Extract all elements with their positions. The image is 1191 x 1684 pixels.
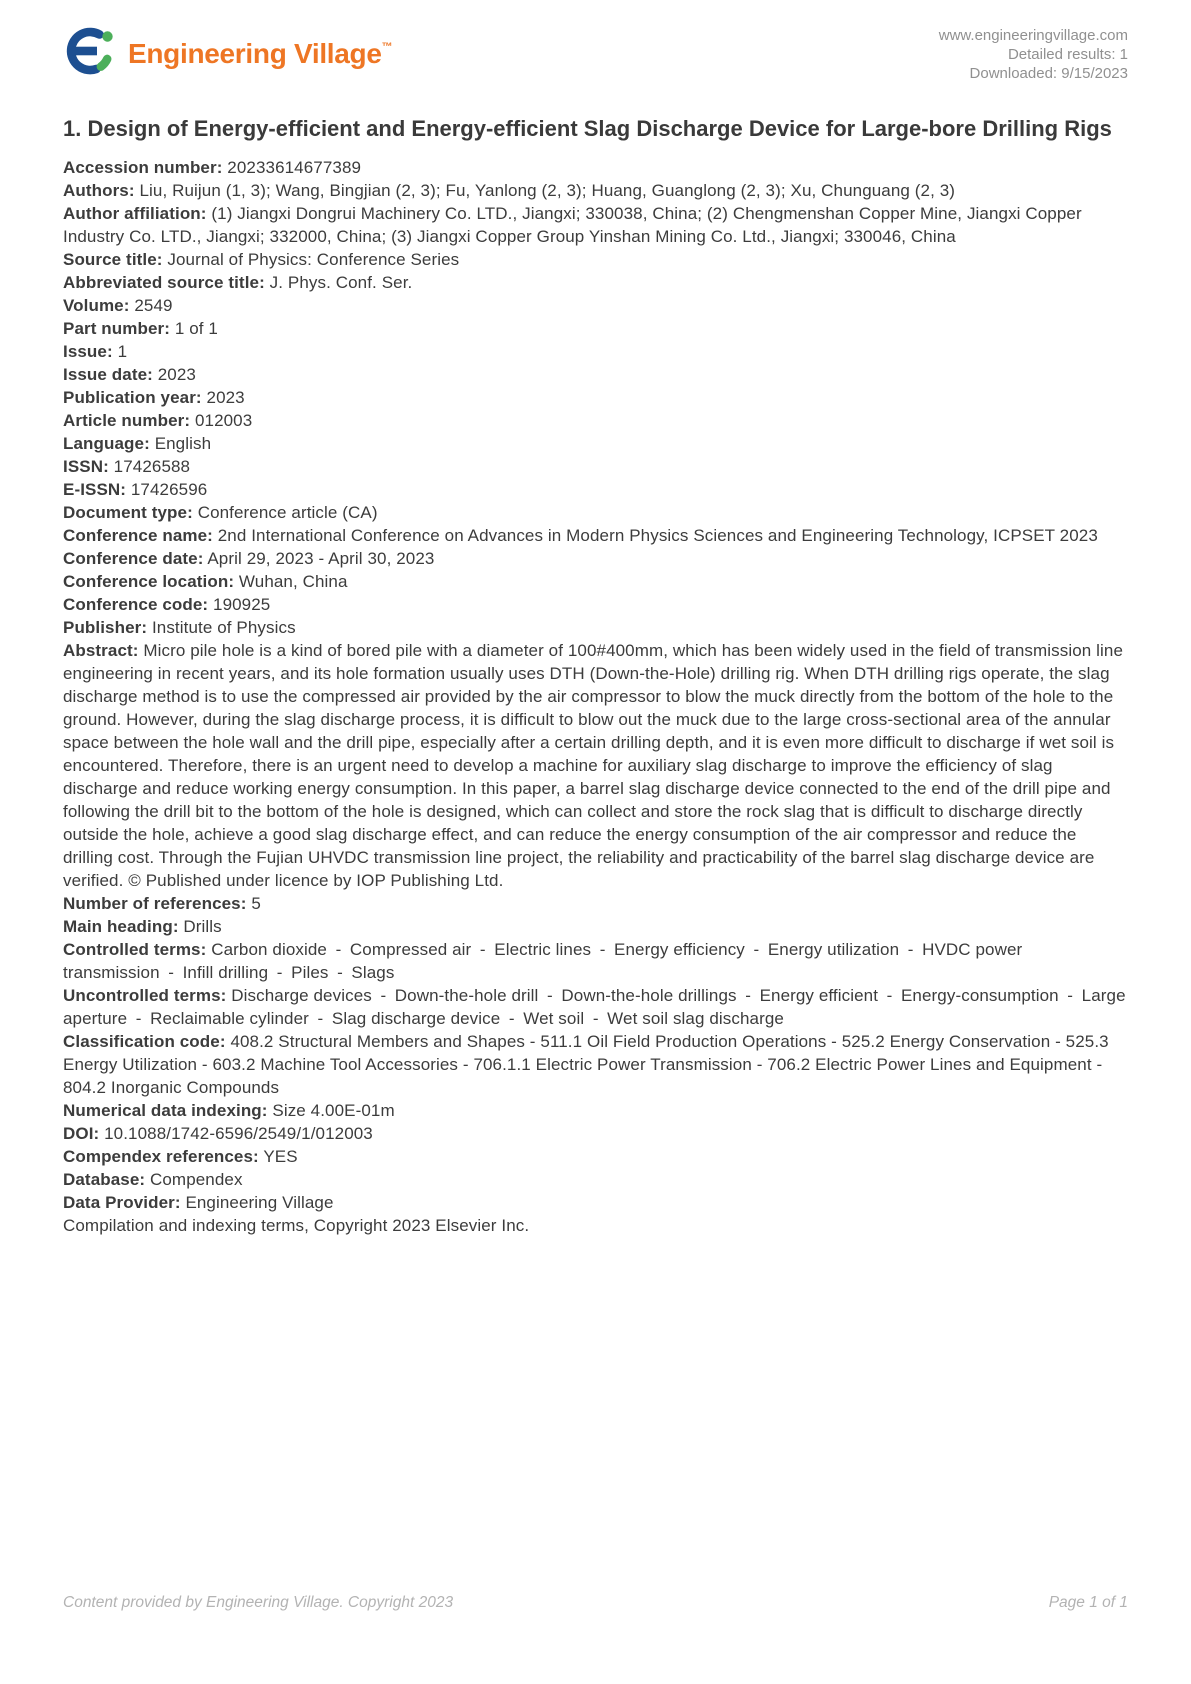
field-label: Database: [63, 1170, 146, 1189]
field-number-of-references [63, 892, 1128, 915]
field-label: Issue: [63, 342, 113, 361]
field-part-number [63, 317, 1128, 340]
field-value: 5 [251, 894, 261, 913]
field-doi [63, 1122, 1128, 1145]
field-label: Number of references: [63, 894, 247, 913]
field-label: Classification code: [63, 1032, 226, 1051]
field-value: 20233614677389 [227, 158, 362, 177]
field-value: 190925 [213, 595, 271, 614]
field-language [63, 432, 1128, 455]
field-document-type [63, 501, 1128, 524]
field-abbreviated-source-title [63, 271, 1128, 294]
field-label: Data Provider: [63, 1193, 181, 1212]
field-accession-number [63, 156, 1128, 179]
field-label: ISSN: [63, 457, 109, 476]
field-label: Abstract: [63, 641, 139, 660]
field-value: Engineering Village [185, 1193, 334, 1212]
field-value: Compendex [150, 1170, 243, 1189]
record-title: 1. Design of Energy-efficient and Energy-efficient Slag Discharge Device for Large-bore Drilling Rigs [63, 116, 1112, 141]
field-value: Micro pile hole is a kind of bored pile with a diameter of 100#400mm, which has been widely used in the field of transmission line engineering in recent years, and its hole formation usually uses DTH (Down-the-Hole) drilling rig. When DTH drilling rigs operate, the slag discharge method is to use the compressed air provided by the air compressor to blow the muck directly from the bottom of the hole to the ground. However, during the slag discharge process, it is difficult to blow out the muck due to the large cross-sectional area of the annular space between the hole wall and the drill pipe, especially after a certain drilling depth, and it is even more difficult to discharge if wet soil is encountered. Therefore, there is an urgent need to develop a machine for auxiliary slag discharge to improve the efficiency of slag discharge and reduce working energy consumption. In this paper, a barrel slag discharge device connected to the end of the drill pipe and following the drill bit to the bottom of the hole is designed, which can collect and store the rock slag that is difficult to discharge directly outside the hole, achieve a good slag discharge effect, and can reduce the energy consumption of the air compressor and reduce the drilling cost. Through the Fujian UHVDC transmission line project, the reliability and practicability of the barrel slag discharge device are verified. © Published under licence by IOP Publishing Ltd. [63, 641, 1124, 890]
field-e-issn [63, 478, 1128, 501]
field-database [63, 1168, 1128, 1191]
meta-downloaded: Downloaded: 9/15/2023 [969, 65, 1128, 82]
field-data-provider [63, 1191, 1128, 1214]
field-label: Accession number: [63, 158, 223, 177]
field-author-affiliation [63, 202, 1128, 248]
field-value: Liu, Ruijun (1, 3); Wang, Bingjian (2, 3); Fu, Yanlong (2, 3); Huang, Guanglong (2, 3); Xu, Chunguang (2, 3) [139, 181, 956, 200]
field-label: E-ISSN: [63, 480, 127, 499]
meta-detailed-results: Detailed results: 1 [1007, 46, 1128, 63]
field-issn [63, 455, 1128, 478]
field-value: 2nd International Conference on Advances in Modern Physics Sciences and Engineering Technology, ICPSET 2023 [217, 526, 1098, 545]
field-value: Drills [183, 917, 222, 936]
field-compendex-references [63, 1145, 1128, 1168]
field-value: Conference article (CA) [197, 503, 378, 522]
field-conference-date [63, 547, 1128, 570]
field-conference-name [63, 524, 1128, 547]
ei-logo-icon [63, 24, 117, 78]
field-label: Conference location: [63, 572, 235, 591]
footer-right: Page 1 of 1 [1048, 1594, 1128, 1611]
field-value: Discharge devices - Down-the-hole drill - Down-the-hole drillings - Energy efficient - Energy-consumption - Large aperture - Reclaimable cylinder - Slag discharge device - Wet soil - Wet soil slag discharge [63, 986, 1126, 1028]
footer-left: Content provided by Engineering Village. Copyright 2023 [63, 1594, 454, 1611]
field-label: Publisher: [63, 618, 148, 637]
field-volume [63, 294, 1128, 317]
field-label: Authors: [63, 181, 135, 200]
field-label: Abbreviated source title: [63, 273, 265, 292]
engineering-village-logo [63, 24, 392, 78]
field-label: DOI: [63, 1124, 100, 1143]
field-value: 2023 [206, 388, 245, 407]
field-value: Size 4.00E-01m [272, 1101, 395, 1120]
trademark-symbol: ™ [381, 41, 393, 53]
field-label: Language: [63, 434, 150, 453]
field-value: 17426588 [113, 457, 191, 476]
field-value: 2549 [134, 296, 173, 315]
field-label: Author affiliation: [63, 204, 207, 223]
record-fields [63, 156, 1128, 1237]
field-publisher [63, 616, 1128, 639]
field-value: English [154, 434, 212, 453]
field-label: Main heading: [63, 917, 179, 936]
field-label: Conference name: [63, 526, 213, 545]
field-abstract [63, 639, 1128, 892]
field-conference-location [63, 570, 1128, 593]
field-label: Document type: [63, 503, 193, 522]
field-classification-code [63, 1030, 1128, 1099]
field-value: YES [263, 1147, 298, 1166]
field-value: 17426596 [130, 480, 208, 499]
field-value: 1 [117, 342, 128, 361]
field-conference-code [63, 593, 1128, 616]
field-label: Compendex references: [63, 1147, 259, 1166]
field-value: 408.2 Structural Members and Shapes - 511.1 Oil Field Production Operations - 525.2 Energy Conservation - 525.3 Energy Utilization - 603.2 Machine Tool Accessories - 706.1.1 Electric Power Transmission - 706.2 Electric Power Lines and Equipment - 804.2 Inorganic Compounds [63, 1032, 1109, 1097]
field-label: Volume: [63, 296, 130, 315]
field-label: Source title: [63, 250, 163, 269]
field-label: Publication year: [63, 388, 202, 407]
meta-website: www.engineeringvillage.com [938, 27, 1128, 44]
brand-text [128, 34, 392, 68]
page-header [63, 24, 1128, 83]
page-footer [63, 1594, 1128, 1612]
field-value: April 29, 2023 - April 30, 2023 [207, 549, 435, 568]
field-uncontrolled-terms [63, 984, 1128, 1030]
field-issue-date [63, 363, 1128, 386]
field-main-heading [63, 915, 1128, 938]
header-meta [939, 24, 1128, 83]
field-label: Numerical data indexing: [63, 1101, 268, 1120]
field-value: Journal of Physics: Conference Series [167, 250, 460, 269]
copyright-note: Compilation and indexing terms, Copyright 2023 Elsevier Inc. [63, 1216, 530, 1235]
field-value: 10.1088/1742-6596/2549/1/012003 [104, 1124, 373, 1143]
field-article-number [63, 409, 1128, 432]
field-issue [63, 340, 1128, 363]
field-source-title [63, 248, 1128, 271]
field-label: Part number: [63, 319, 170, 338]
field-label: Issue date: [63, 365, 153, 384]
field-value: 012003 [194, 411, 253, 430]
brand-name: Engineering Village [128, 38, 382, 69]
field-label: Controlled terms: [63, 940, 207, 959]
field-label: Conference date: [63, 549, 204, 568]
field-value: (1) Jiangxi Dongrui Machinery Co. LTD., Jiangxi; 330038, China; (2) Chengmenshan Copper Mine, Jiangxi Copper Industry Co. LTD., Jiangxi; 332000, China; (3) Jiangxi Copper Group Yinshan Mining Co. Ltd., Jiangxi; 330046, China [63, 204, 1082, 246]
field-label: Conference code: [63, 595, 209, 614]
field-value: Institute of Physics [151, 618, 296, 637]
field-label: Article number: [63, 411, 191, 430]
field-numerical-data-indexing [63, 1099, 1128, 1122]
field-value: Carbon dioxide - Compressed air - Electric lines - Energy efficiency - Energy utilization - HVDC power transmission - Infill drilling - Piles - Slags [63, 940, 1023, 982]
field-value: 2023 [157, 365, 196, 384]
field-controlled-terms [63, 938, 1128, 984]
field-value: Wuhan, China [238, 572, 348, 591]
field-value: 1 of 1 [174, 319, 218, 338]
field-authors [63, 179, 1128, 202]
field-label: Uncontrolled terms: [63, 986, 227, 1005]
field-value: J. Phys. Conf. Ser. [269, 273, 413, 292]
field-publication-year [63, 386, 1128, 409]
